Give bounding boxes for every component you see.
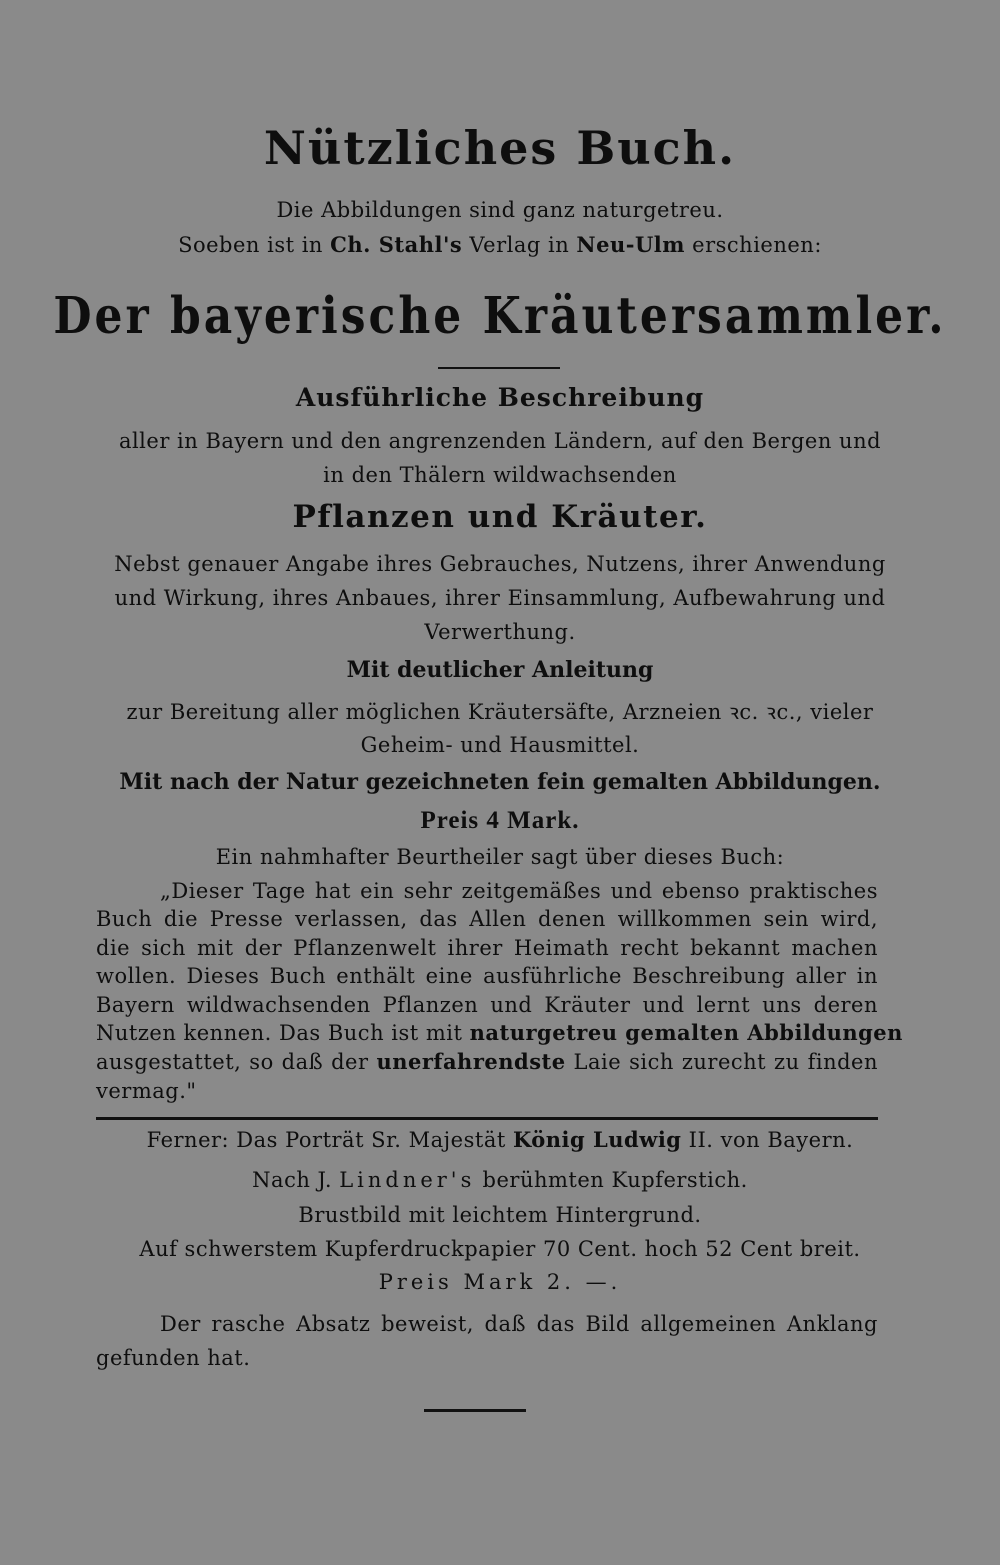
portrait-line-6: gefunden hat. [96, 1346, 251, 1370]
long-divider [96, 1117, 878, 1120]
description-line-2: in den Thälern wildwachsenden [323, 463, 677, 487]
portrait-line-3: Brustbild mit leichtem Hintergrund. [298, 1203, 702, 1227]
portrait-line-2 [0, 1168, 1000, 1192]
plants-heading: Pflanzen und Kräuter. [292, 499, 708, 535]
portrait-line-1-post: II. von Bayern. [688, 1128, 854, 1152]
illustrations-line: Mit nach der Natur gezeichneten fein gemalten Abbildungen. [119, 769, 881, 795]
quote-line-7-post: Laie sich zurecht zu finden [573, 1050, 878, 1074]
description-line-1: aller in Bayern und den angrenzenden Ländern, auf den Bergen und [118, 429, 882, 453]
portrait-line-2-pre: Nach J. [252, 1168, 332, 1192]
description-line-6: zur Bereitung aller möglichen Kräutersäfte, Arzneien ꝛc. ꝛc., vieler [126, 700, 874, 724]
publisher-pre: Soeben ist in [178, 233, 323, 257]
description-heading: Ausführliche Beschreibung [295, 383, 705, 412]
publisher-city: Neu-Ulm [576, 232, 685, 257]
description-line-7: Geheim- und Hausmittel. [360, 733, 640, 757]
quote-line-5: Bayern wildwachsenden Pflanzen und Kräuter und lernt uns deren [96, 993, 878, 1017]
quote-line-3: die sich mit der Pflanzenwelt ihrer Heimath recht bekannt machen [96, 936, 878, 960]
publisher-name: Ch. Stahl's [330, 232, 463, 257]
description-line-5: Verwerthung. [424, 620, 576, 644]
publisher-mid: Verlag in [469, 233, 570, 257]
portrait-line-1 [0, 1128, 1000, 1152]
portrait-line-5: Der rasche Absatz beweist, daß das Bild allgemeinen Anklang [160, 1312, 878, 1336]
portrait-price: Preis Mark 2. —. [378, 1270, 622, 1294]
publisher-line [0, 233, 1000, 257]
description-line-3: Nebst genauer Angabe ihres Gebrauches, Nutzens, ihrer Anwendung [114, 552, 886, 576]
quote-line-8: vermag." [96, 1079, 197, 1103]
book-title: Der bayerische Kräutersammler. [53, 287, 947, 346]
quote-line-6-bold: naturgetreu gemalten Abbildungen [469, 1020, 903, 1045]
quote-line-7 [96, 1050, 878, 1074]
portrait-line-4: Auf schwerstem Kupferdruckpapier 70 Cent. hoch 52 Cent breit. [139, 1237, 861, 1261]
engraver-name: Lindner's [339, 1168, 476, 1192]
short-divider [438, 367, 560, 369]
quote-line-2: Buch die Presse verlassen, das Allen denen willkommen sein wird, [96, 907, 878, 931]
end-divider [424, 1409, 526, 1412]
portrait-line-1-pre: Ferner: Das Porträt Sr. Majestät [146, 1128, 506, 1152]
quote-line-4: wollen. Dieses Buch enthält eine ausführliche Beschreibung aller in [96, 964, 878, 988]
publisher-post: erschienen: [692, 233, 822, 257]
description-line-4: und Wirkung, ihres Anbaues, ihrer Einsammlung, Aufbewahrung und [114, 586, 886, 610]
quote-line-6 [96, 1020, 903, 1045]
subtitle: Die Abbildungen sind ganz naturgetreu. [276, 198, 724, 222]
instruction-heading: Mit deutlicher Anleitung [346, 657, 654, 683]
review-intro: Ein nahmhafter Beurtheiler sagt über dieses Buch: [215, 845, 785, 869]
portrait-king-name: König Ludwig [512, 1127, 682, 1152]
quote-line-1: „Dieser Tage hat ein sehr zeitgemäßes und ebenso praktisches [160, 879, 878, 903]
book-price: Preis 4 Mark. [420, 807, 580, 834]
portrait-line-2-post: berühmten Kupferstich. [482, 1168, 748, 1192]
quote-line-6-pre: Nutzen kennen. Das Buch ist mit [96, 1021, 463, 1045]
quote-line-7-bold: unerfahrendste [376, 1049, 566, 1074]
quote-line-7-pre: ausgestattet, so daß der [96, 1050, 369, 1074]
page-title: Nützliches Buch. [263, 121, 737, 175]
